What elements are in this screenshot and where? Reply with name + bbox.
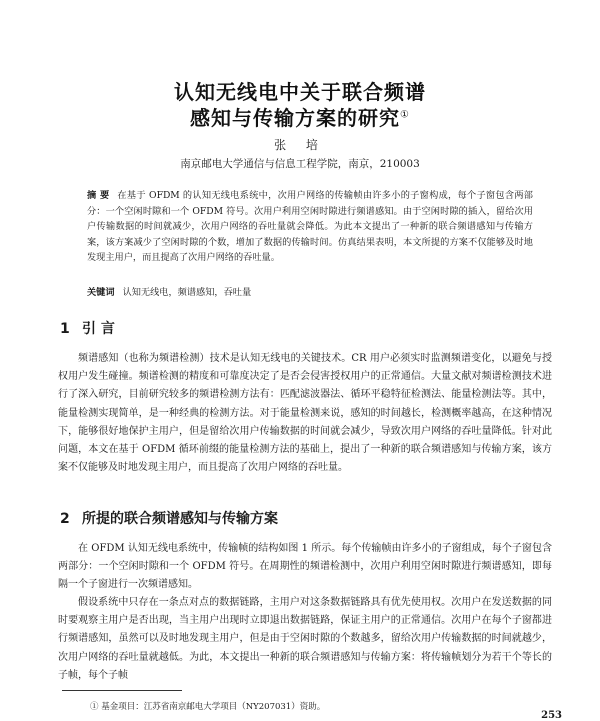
keywords-label: 关键词 — [87, 287, 115, 298]
section-1-paragraph: 频谱感知（也称为频谱检测）技术是认知无线电的关键技术。CR 用户必须实时监测频谱变化，以避免与授权用户发生碰撞。频谱检测的精度和可靠度决定了是否会侵害授权用户的正常通信。大量文献对频谱检测技术进行了深入研究，目前研究较多的频谱检测方法有：匹配滤波器法、循环平稳特征检测法、能量检测法等。其中，能量检测实现简单，是一种经典的检测方法。对于能量检测来说，感知的时间越长，检测概率越高，在这种情况下，能够很好地保护主用户，但是留给次用户传输数据的时间就会减少，导致次用户网络的吞吐量降低。针对此问题，本文在基于 OFDM 循环前缀的能量检测方法的基础上，提出了一种新的联合频谱感知与传输方案，该方案不仅能够及时地发现主用户，而且提高了次用户网络的吞吐量。 — [58, 353, 552, 474]
section-2-number: 2 — [60, 511, 70, 527]
keywords-text: 认知无线电，频谱感知，吞吐量 — [122, 287, 252, 298]
title-footnote-mark: ① — [400, 109, 410, 121]
footnote-text: 基金项目：江苏省南京邮电大学项目（NY207031）资助。 — [101, 702, 326, 712]
footnote-divider — [62, 690, 182, 691]
abstract-text: 在基于 OFDM 的认知无线电系统中，次用户网络的传输帧由许多小的子窗构成，每个子窗包含两部分：一个空闲时隙和一个 OFDM 符号。次用户利用空闲时隙进行频谱感知。由于空闲时隙的插入，留给次用户传输数据的时间就减少，次用户网络的吞吐量就会降低。为此本文提出了一种新的联合频谱感知与传输方案，该方案减少了空闲时隙的个数，增加了数据的传输时间。仿真结果表明，本文所提的方案不仅能够及时地发现主用户，而且提高了次用户网络的吞吐量。 — [87, 190, 533, 263]
paper-title-line2 — [0, 102, 600, 131]
section-2-title: 所提的联合频谱感知与传输方案 — [82, 511, 278, 527]
footnote-mark: ① — [90, 702, 99, 712]
title-line1-text: 认知无线电中关于联合频谱 — [174, 80, 426, 104]
section-1-title: 引 言 — [82, 321, 115, 337]
abstract — [87, 188, 533, 266]
section-1-heading — [60, 318, 115, 338]
section-1-number: 1 — [60, 321, 70, 337]
section-2-paragraph-2: 假设系统中只存在一条点对点的数据链路，主用户对这条数据链路具有优先使用权。次用户在发送数据的同时要观察主用户是否出现，当主用户出现时立即退出数据链路，保证主用户的正常通信。次用户在每个子窗都进行频谱感知，虽然可以及时地发现主用户，但是由于空闲时隙的个数越多，留给次用户传输数据的时间就越少，次用户网络的吞吐量就越低。为此，本文提出一种新的联合频谱感知与传输方案：将传输帧划分为若干个等长的子帧，每个子帧 — [58, 597, 552, 681]
paper-title-line1 — [0, 76, 600, 105]
page-number: 253 — [541, 710, 562, 721]
author-affiliation: 南京邮电大学通信与信息工程学院，南京，210003 — [180, 158, 420, 170]
footnote — [90, 700, 325, 712]
section-2-heading — [60, 508, 278, 528]
author-name: 张 培 — [274, 138, 326, 152]
abstract-label: 摘 要 — [87, 190, 110, 201]
keywords — [87, 284, 533, 298]
section-2-paragraph-1: 在 OFDM 认知无线电系统中，传输帧的结构如图 1 所示。每个传输帧由许多小的子窗组成，每个子窗包含两部分：一个空闲时隙和一个 OFDM 符号。在周期性的频谱检测中，次用户利用空闲时隙进行频谱感知，即每隔一个子窗进行一次频谱感知。 — [58, 543, 552, 591]
title-line2-text: 感知与传输方案的研究 — [190, 106, 401, 130]
